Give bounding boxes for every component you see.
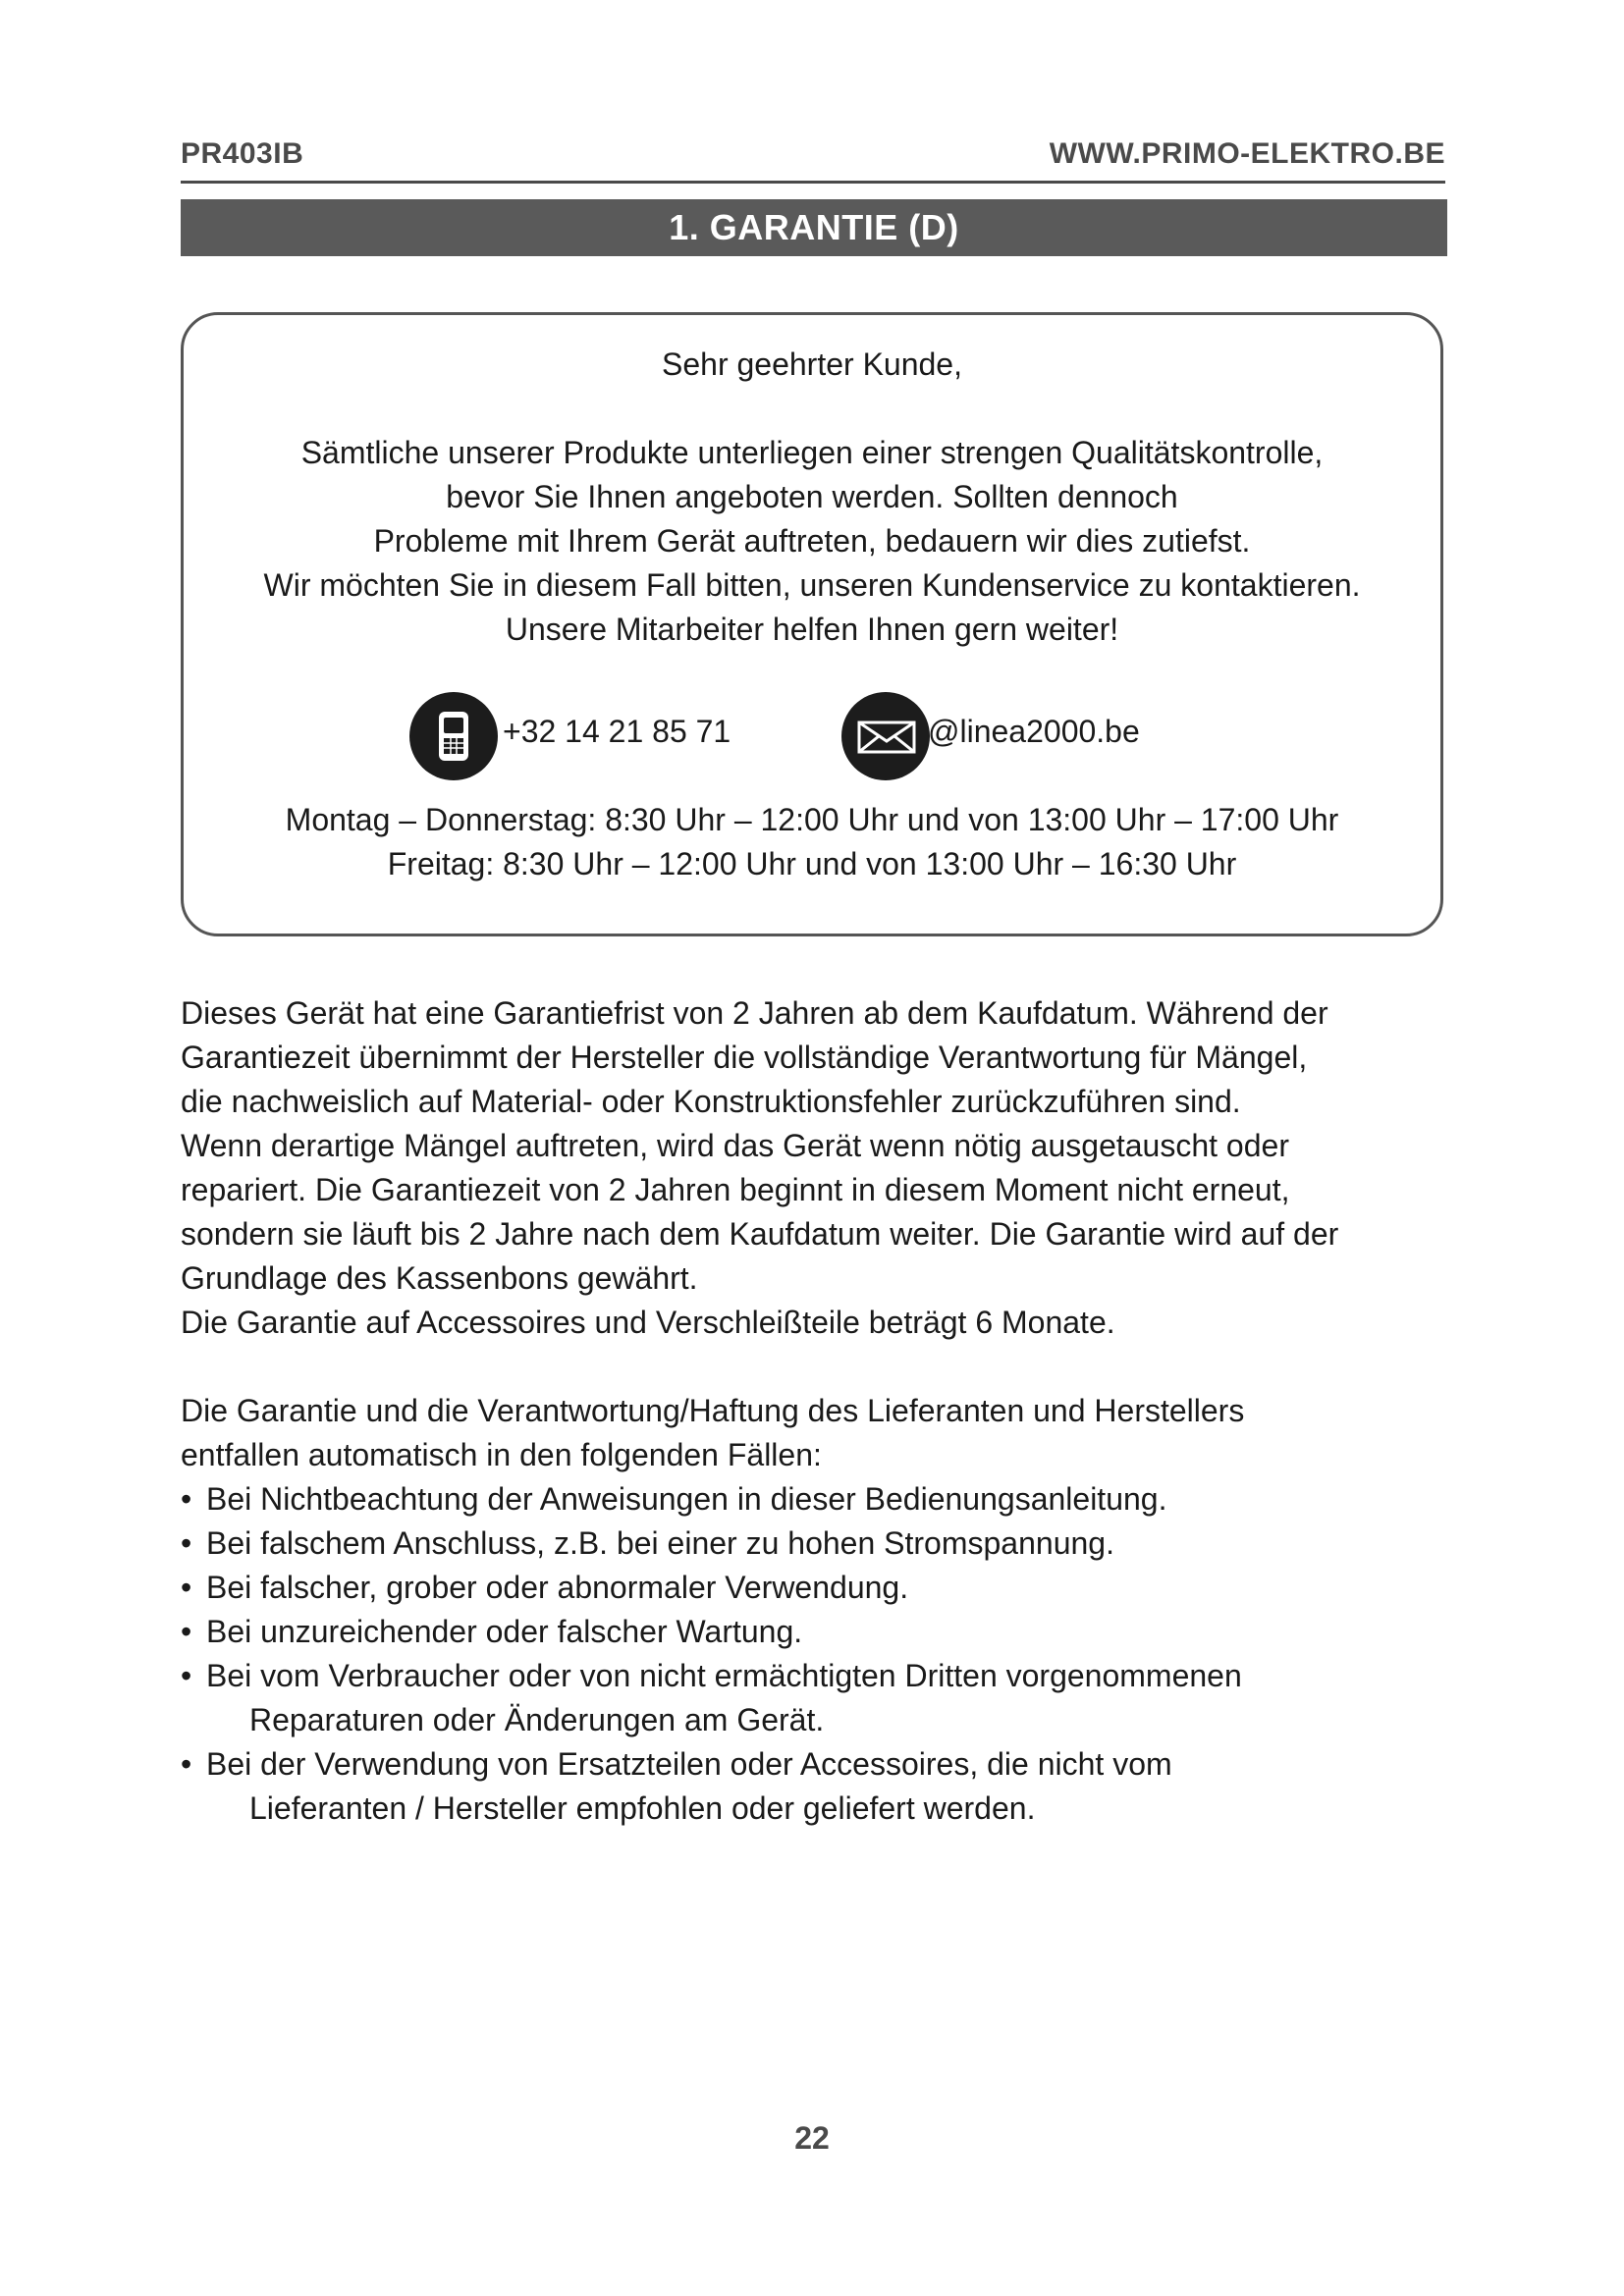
hours-line: Montag – Donnerstag: 8:30 Uhr – 12:00 Uhr und von 13:00 Uhr – 17:00 Uhr: [285, 802, 1339, 837]
list-item-continuation: Reparaturen oder Änderungen am Gerät.: [249, 1702, 825, 1737]
page-number: 22: [794, 2120, 830, 2156]
phone-icon: [409, 692, 498, 780]
intro-line: Wir möchten Sie in diesem Fall bitten, unseren Kundenservice zu kontaktieren.: [263, 567, 1361, 603]
paragraph-line: repariert. Die Garantiezeit von 2 Jahren beginnt in diesem Moment nicht erneut,: [181, 1172, 1290, 1207]
contact-box: [181, 312, 1443, 936]
list-item-text: Bei unzureichender oder falscher Wartung.: [206, 1614, 803, 1649]
list-item-text: Bei Nichtbeachtung der Anweisungen in dieser Bedienungsanleitung.: [206, 1481, 1167, 1517]
website-url: WWW.PRIMO-ELEKTRO.BE: [1049, 137, 1445, 170]
email-address: @linea2000.be: [928, 714, 1140, 749]
bullet: •: [181, 1570, 192, 1605]
bullet: •: [181, 1481, 192, 1517]
list-item-text: Bei falschem Anschluss, z.B. bei einer zu hohen Stromspannung.: [206, 1525, 1114, 1561]
exclusions-intro-line: entfallen automatisch in den folgenden Fällen:: [181, 1437, 822, 1472]
list-item: [181, 1742, 1457, 1831]
list-item-text: Bei der Verwendung von Ersatzteilen oder Accessoires, die nicht vom: [206, 1746, 1172, 1782]
hours-line: Freitag: 8:30 Uhr – 12:00 Uhr und von 13:00 Uhr – 16:30 Uhr: [387, 846, 1237, 881]
intro-line: Sämtliche unserer Produkte unterliegen einer strengen Qualitätskontrolle,: [300, 435, 1324, 470]
paragraph-line: Wenn derartige Mängel auftreten, wird das Gerät wenn nötig ausgetauscht oder: [181, 1128, 1289, 1163]
intro-line: bevor Sie Ihnen angeboten werden. Sollten dennoch: [446, 479, 1178, 514]
list-item: [181, 1522, 1457, 1566]
page-header: [181, 132, 1445, 184]
warranty-body: [181, 991, 1457, 1831]
phone-number: +32 14 21 85 71: [503, 714, 731, 749]
intro-line: Probleme mit Ihrem Gerät auftreten, bedauern wir dies zutiefst.: [373, 523, 1251, 559]
list-item-text: Bei falscher, grober oder abnormaler Verwendung.: [206, 1570, 909, 1605]
list-item: [181, 1477, 1457, 1522]
paragraph-line: die nachweislich auf Material- oder Konstruktionsfehler zurückzuführen sind.: [181, 1084, 1241, 1119]
model-number: PR403IB: [181, 137, 304, 170]
paragraph-line: sondern sie läuft bis 2 Jahre nach dem Kaufdatum weiter. Die Garantie wird auf der: [181, 1216, 1339, 1252]
contact-row: [184, 692, 1440, 782]
paragraph-line: Grundlage des Kassenbons gewährt.: [181, 1260, 698, 1296]
intro-text: [184, 431, 1440, 652]
greeting: Sehr geehrter Kunde,: [662, 347, 962, 382]
mail-icon: [841, 692, 930, 780]
paragraph-line: Dieses Gerät hat eine Garantiefrist von 2 Jahren ab dem Kaufdatum. Während der: [181, 995, 1328, 1031]
list-item-text: Bei vom Verbraucher oder von nicht ermächtigten Dritten vorgenommenen: [206, 1658, 1242, 1693]
exclusions-intro-line: Die Garantie und die Verantwortung/Haftung des Lieferanten und Herstellers: [181, 1393, 1245, 1428]
bullet: •: [181, 1658, 192, 1693]
list-item: [181, 1610, 1457, 1654]
exclusions-list: [181, 1477, 1457, 1831]
list-item: [181, 1654, 1457, 1742]
list-item-continuation: Lieferanten / Hersteller empfohlen oder geliefert werden.: [249, 1790, 1036, 1826]
paragraph-line: Garantiezeit übernimmt der Hersteller die vollständige Verantwortung für Mängel,: [181, 1040, 1308, 1075]
intro-line: Unsere Mitarbeiter helfen Ihnen gern weiter!: [505, 612, 1119, 647]
bullet: •: [181, 1525, 192, 1561]
opening-hours: [184, 798, 1440, 886]
paragraph-line: Die Garantie auf Accessoires und Verschleißteile beträgt 6 Monate.: [181, 1305, 1115, 1340]
section-title: 1. GARANTIE (D): [181, 199, 1447, 256]
bullet: •: [181, 1746, 192, 1782]
list-item: [181, 1566, 1457, 1610]
bullet: •: [181, 1614, 192, 1649]
